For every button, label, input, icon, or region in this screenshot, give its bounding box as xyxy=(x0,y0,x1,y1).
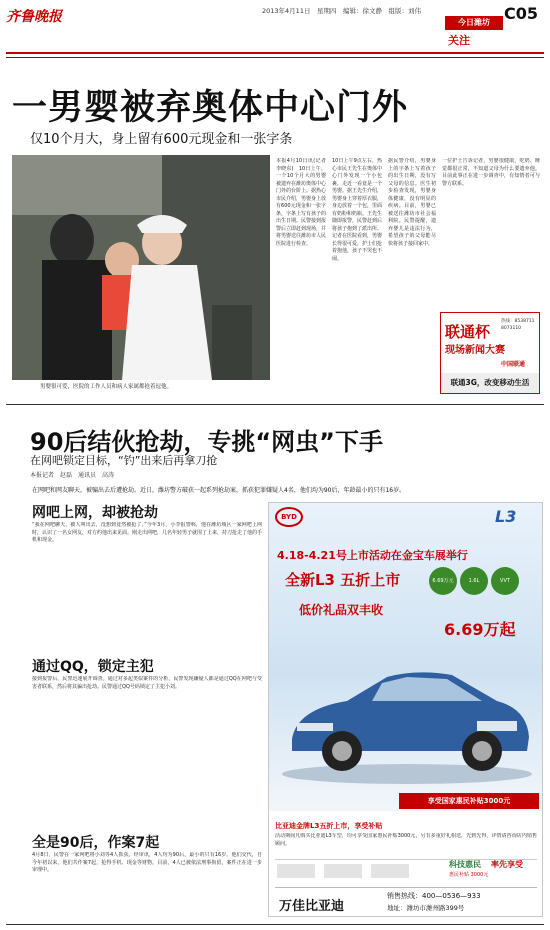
car-image xyxy=(277,639,537,793)
ad-pills xyxy=(429,567,519,595)
story2-byline: 本报记者 赵磊 通讯员 高涛 xyxy=(30,472,115,479)
ad-title: 联通杯 xyxy=(445,323,491,341)
partner-logo-icon xyxy=(371,864,409,878)
story1-photo xyxy=(12,155,270,380)
partner-logo-icon xyxy=(277,864,315,878)
ad-slogan: 联通3G，改变移动生活 xyxy=(441,373,539,393)
column-title: 关注 xyxy=(448,34,470,47)
ad-hotline-2: 8073110 xyxy=(501,326,522,331)
partner-logo-icon xyxy=(324,864,362,878)
promo-line: 比亚迪金牌L3五折上市，享受补贴 xyxy=(275,822,383,830)
unicom-ad xyxy=(440,312,540,394)
footer-rule xyxy=(6,924,544,925)
ad-pill: 6.69万元 xyxy=(429,567,457,595)
ad-price: 6.69万起 xyxy=(444,620,516,639)
ad-pill: VVT xyxy=(491,567,519,595)
mid-slogan-b: 率先享受 xyxy=(491,860,523,869)
story1-column-2: 10日上午9点左右，热心市民王先生在奥体中心门外发现一个小包裹，走近一看竟是一个男婴。据王先生介绍，男婴身上穿着厚衣服，身边放着一个包，里面有奶粉和奶瓶。王先生随即报警，民警赶到后将孩子抱到了派出所。记者在医院看到，男婴长得很可爱，护士们抢着抱他，孩子不哭也不闹。 xyxy=(332,158,382,262)
byd-car-ad xyxy=(268,502,543,917)
story1-column-3: 据民警介绍，男婴身上的字条上写着孩子的出生日期，没有写父母的信息。医生初步检查发现，男婴身体健康，没有明显的疾病。目前，男婴已被送往潍坊市社会福利院。民警提醒，遗弃婴儿是违法行为，希望孩子的父母能尽快将孩子接回家中。 xyxy=(388,158,436,247)
ad-hotline-1: 热线：8538711 xyxy=(501,319,535,324)
section-text-1: “我在网吧聊天，被人叫出去，没想到竟然被抢了。”今年3月，小李报警称，他在潍坊城区一家网吧上网时，认识了一名女网友，对方约他出来见面。刚走出网吧，几名年轻男子就围了上来，持刀抢走了他的手机和现金。 xyxy=(32,522,262,543)
ad-subtitle: 现场新闻大赛 xyxy=(445,345,505,356)
page-number: C05 xyxy=(504,4,539,23)
ad-headline: 全新L3 五折上市 xyxy=(285,571,401,589)
subsidy-badge: 享受国家惠民补贴3000元 xyxy=(399,793,539,809)
dealer-name: 万佳比亚迪 xyxy=(279,899,345,914)
header-rule-thin xyxy=(6,57,544,58)
story2-lede: 在网吧和网友聊天，被骗出去后遭抢劫。近日，潍坊警方破获一起系列抢劫案，抓获犯罪嫌疑人4名，他们均为90后，年龄最小的只有16岁。 xyxy=(32,487,406,494)
ad-sub: 低价礼品双丰收 xyxy=(299,603,384,617)
story2-subhead: 在网吧锁定目标，“钓”出来后再拿刀抢 xyxy=(30,454,218,467)
story1-caption: 男婴很可爱，医院的工作人员和病人家属都抢着逗他。 xyxy=(40,384,173,390)
story-divider xyxy=(6,404,544,405)
section-heading-1: 网吧上网，却被抢劫 xyxy=(32,505,158,521)
story2-headline: 90后结伙抢劫，专挑“网虫”下手 xyxy=(30,428,383,456)
promo-body: 活动期间凡购买比亚迪L3车型，均可享受国家惠民补贴3000元，另有多重好礼相送，先到先得，详情请咨询店内销售顾问。 xyxy=(275,833,537,847)
mid-subsidy: 惠民补贴 3000元 xyxy=(449,872,489,878)
model-name: L3 xyxy=(495,507,517,526)
header-rule xyxy=(6,52,544,54)
dealer-address: 地址：潍坊市潍州路399号 xyxy=(387,904,465,912)
section-text-3: 4月8日，民警在一家网吧将小刘等4人抓获。经审讯，4人均为90后，最小的只有16岁。他们交代，自今年初以来，他们共作案7起，抢得手机、现金等财物。目前，4人已被依法刑事拘留，案件正在进一步审理中。 xyxy=(32,852,262,873)
unicom-brand: 中国联通 xyxy=(501,361,526,368)
section-text-2: 接到报警后，民警迅速展开调查。通过对多起类似案件的分析，民警发现嫌疑人都是通过QQ在网吧与受害者联系，然后将其骗出抢劫。民警通过QQ号码锁定了主犯小刘。 xyxy=(32,676,262,690)
section-heading-2: 通过QQ，锁定主犯 xyxy=(32,659,154,675)
ad-footer-rule xyxy=(275,887,537,888)
issue-meta: 2013年4月11日 星期四 编辑：徐文静 组版：刘伟 xyxy=(262,7,421,15)
story1-subhead: 仅10个月大，身上留有600元现金和一张字条 xyxy=(30,132,293,147)
newspaper-logo: 齐鲁晚报 xyxy=(6,9,62,25)
dealer-phone: 销售热线：400—0536—933 xyxy=(387,892,481,900)
story1-headline: 一男婴被弃奥体中心门外 xyxy=(12,87,409,128)
byd-logo-icon: BYD xyxy=(275,507,303,527)
section-tag: 今日潍坊 xyxy=(445,16,503,30)
story1-column-4: 一位护士告诉记者，男婴很健康，吃奶、睡觉都很正常，不知道父母为什么要遗弃他。目前此事正在进一步调查中，有知情者可与警方联系。 xyxy=(442,158,540,187)
ad-dates: 4.18-4.21号上市活动在金宝车展举行 xyxy=(277,549,468,562)
section-heading-3: 全是90后，作案7起 xyxy=(32,835,160,851)
mid-slogan-a: 科技惠民 xyxy=(449,860,481,869)
story1-column-1: 本报4月10日讯(记者 李晓东) 10日上午，一个10个月大的男婴被遗弃在潍坊奥体中心门外的台阶上。据热心市民介绍，男婴身上放有600元现金和一张字条，字条上写有孩子的出生日期。民警接到报警后立即赶到现场，并将男婴送往潍坊市人民医院进行检查。 xyxy=(276,158,326,247)
ad-pill: 1.6L xyxy=(460,567,488,595)
